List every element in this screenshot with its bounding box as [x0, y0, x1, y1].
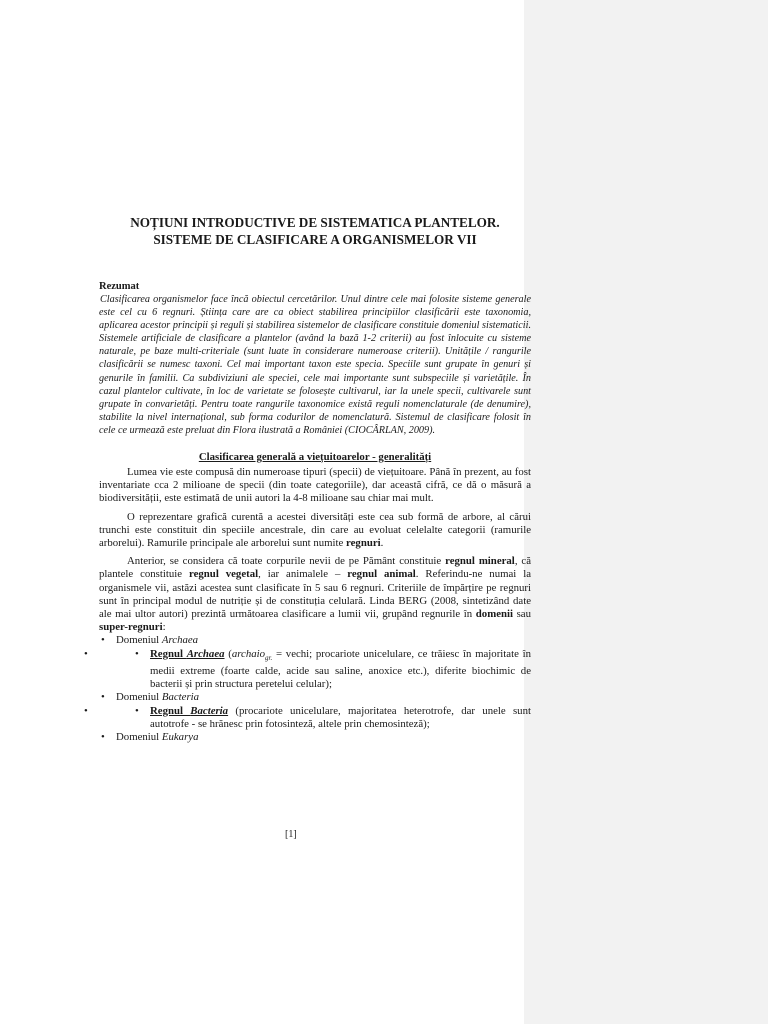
domain-label: Domeniul [116, 634, 162, 647]
etymology-word: archaio [231, 647, 266, 660]
p3-k: : [162, 621, 166, 634]
domain-name: Archaea [161, 634, 199, 647]
domain-name: Bacteria [161, 691, 200, 704]
summary-text: Clasificarea organismelor face încă obiectul cercetărilor. Unul dintre cele mai folosite sisteme generale este cel cu 6 regnuri. Știința care are ca obiect stabilirea principiilor clasificării este taxonomia, aplicarea acestor principii și reguli și stabilirea sistemelor de clasificare constituie domeniul sistematicii. Sistemele artificiale de clasificare a plantelor (având la bază 1-2 criterii) au fost înlocuite cu sisteme naturale, pe baze multi-criteriale (sunt luate în considerare numeroase criterii). Unitățile / rangurile clasificării se numesc taxoni. Cel mai important taxon este specia. Speciile sunt grupate în genuri și genurile în familii. Ca subdiviziuni ale speciei, cele mai importante sunt subspeciile și varietățile. În cazul plantelor cultivate, în loc de varietate se folosește cultivarul, iar la unele specii, cultivarele sunt grupate în convarietăți. Pentru toate rangurile taxonomice există reguli nomenclaturale (de denumire), stabilite la nivel internațional, sub forma codurilor de nomenclatură. Sistemul de clasificare folosit în cele ce urmează este preluat din Flora ilustrată a României (CIOCÂRLAN, 2009). [99, 294, 531, 436]
domain-list [99, 634, 531, 744]
kingdom-list [82, 648, 531, 692]
domain-label: Domeniul [116, 731, 162, 744]
summary-heading: Rezumat [99, 281, 140, 292]
p3-super-regnuri: super-regnuri [99, 621, 163, 634]
etymology-sub: gr. [265, 653, 273, 662]
list-item [99, 634, 531, 647]
section-title: Clasificarea generală a viețuitoarelor - generalități [198, 451, 432, 464]
paragraph-2-bold: regnuri [346, 537, 381, 550]
title-line-1: NOȚIUNI INTRODUCTIVE DE SISTEMATICA PLANTELOR. [130, 215, 500, 230]
document-title [99, 214, 531, 248]
kingdom-label: Regnul [150, 704, 191, 717]
kingdom-name [150, 705, 228, 717]
kingdom-name-italic: Bacteria [190, 704, 229, 717]
kingdom-list [82, 705, 531, 731]
paragraph-3 [99, 555, 531, 634]
p3-c: , că plantele constituie [99, 555, 532, 581]
comment-pane [524, 0, 768, 1024]
domain-name: Eukarya [161, 731, 199, 744]
paragraph-2-end: . [380, 537, 384, 550]
paragraph-2 [99, 511, 531, 551]
list-item: • • Regnul Archaea (archaio$_{gr.}$ = vechi; procariote unicelulare, ce trăiesc în majoritate în medii extreme (foarte calde, acide sau saline, anoxice etc.), diferite biochimic de bacterii și prin structura peretelui celular); [133, 648, 531, 692]
kingdom-description: = vechi; procariote unicelulare, ce trăiesc în majoritate în medii extreme (foarte calde, acide sau saline, anoxice etc.), diferite biochimic de bacterii și prin structura peretelui celular); [150, 647, 531, 691]
p3-regnul-mineral: regnul mineral [445, 555, 515, 568]
title-line-2: SISTEME DE CLASIFICARE A ORGANISMELOR VII [153, 232, 477, 247]
p3-regnul-vegetal: regnul vegetal [189, 568, 259, 581]
page-number: [1] [285, 829, 297, 840]
kingdom-label: Regnul [150, 647, 187, 660]
p3-a: Anterior, se considera că toate corpurile nevii de pe Pământ constituie [127, 555, 446, 568]
list-item [82, 648, 531, 692]
list-item [99, 691, 531, 704]
p3-domenii: domenii [475, 608, 513, 621]
paragraph-2-text: O reprezentare grafică curentă a acestei diversități este cea sub formă de arbore, al cărui trunchi este constituit din speciile ancestrale, din care au evoluat celelalte categorii (ramurile arborelui). Ramurile principale ale arborelui sunt numite [99, 510, 531, 550]
kingdom-description: (procariote unicelulare, majoritatea heterotrofe, dar unele sunt autotrofe - se hrănesc prin fotosinteză, altele prin chemosinteză); [150, 704, 531, 730]
p3-regnul-animal: regnul animal [347, 568, 416, 581]
domain-label: Domeniul [116, 691, 162, 704]
list-item [99, 731, 531, 744]
document-page [99, 214, 531, 744]
list-item [133, 705, 531, 731]
p3-e: , iar animalele – [258, 568, 348, 581]
list-item [82, 705, 531, 731]
p3-g: . Referindu-ne numai la organismele vii, astăzi acestea sunt clasificate în 5 sau 6 regnuri. Criteriile de împărțire pe regnuri sunt în principal modul de nutriție și de constituția celulară. Linda BERG (2008, sintetizând date ale mai ultor autori) prezintă următoarea clasificare a lumii vii, grupând regnurile în [99, 568, 532, 621]
p3-i: sau [513, 608, 531, 621]
kingdom-name [150, 648, 225, 660]
paragraph-1: Lumea vie este compusă din numeroase tipuri (specii) de viețuitoare. Până în prezent, au fost inventariate cca 2 milioane de specii (din toate categoriile), dar această cifră, ce dă o măsură a biodiversității, este estimată de unii autori la 4-8 milioane sau chiar mai mult. [99, 466, 531, 505]
kingdom-name-italic: Archaea [186, 647, 225, 660]
